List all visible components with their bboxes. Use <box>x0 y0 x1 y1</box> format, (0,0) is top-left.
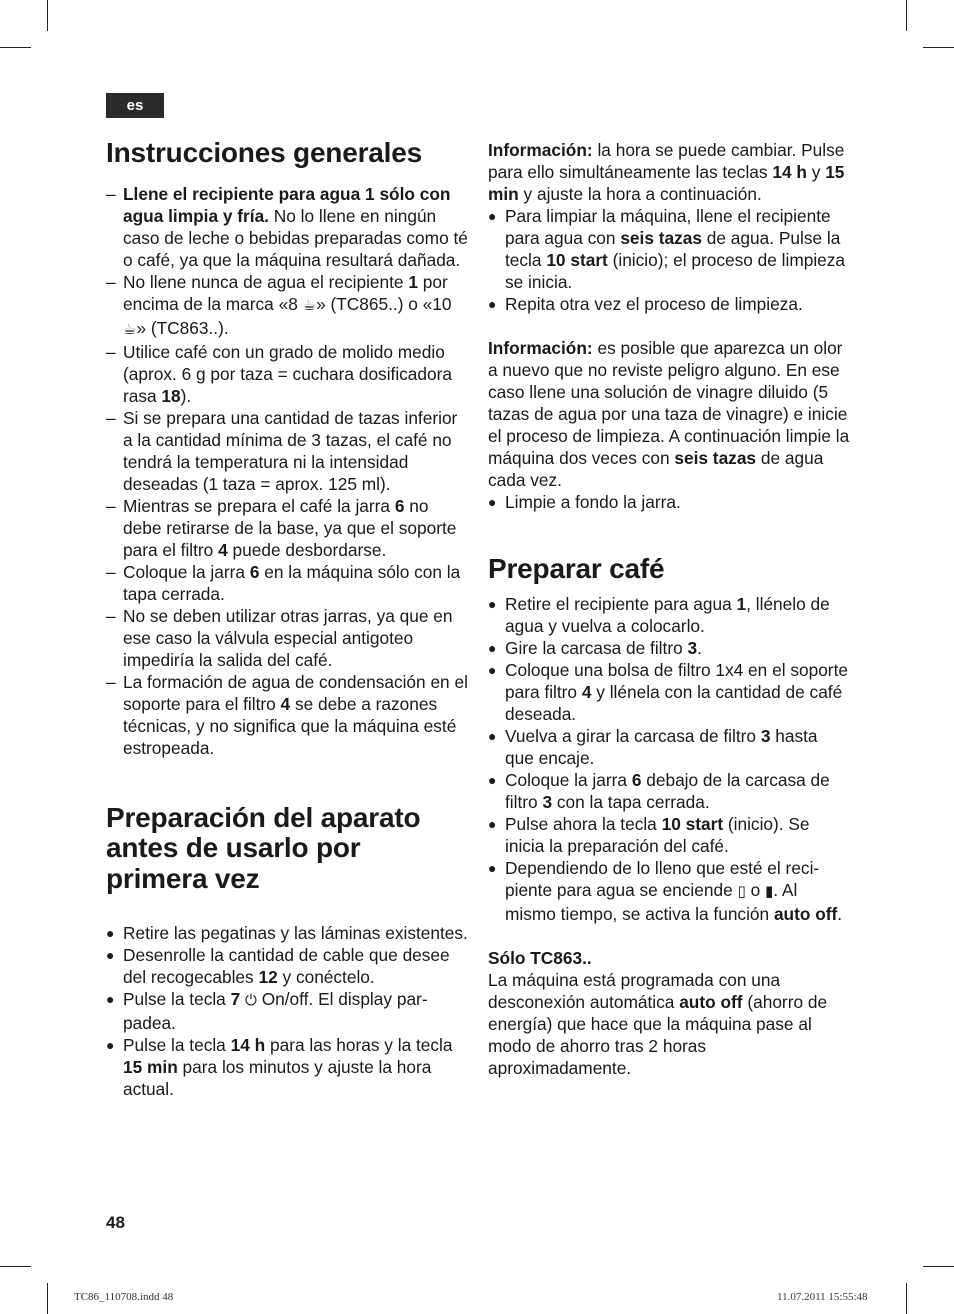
list-item: – Si se prepara una cantidad de tazas inferior a la cantidad mínima de 3 tazas, el café no tendrá la temperatura ni la intensidad deseadas (1 taza = aprox. 125 ml). <box>106 407 468 495</box>
water-level-low-icon: ▯ <box>737 882 746 900</box>
list-item: – La formación de agua de condensación en el soporte para el filtro 4 se debe a razones técnicas, y no significa que la máquina esté estropeada. <box>106 671 468 759</box>
list-item: – Llene el recipiente para agua 1 sólo con agua limpia y fría. No lo llene en ningún caso de leche o bebidas preparadas como té o café, ya que la máquina resultará dañada. <box>106 183 468 271</box>
list-item: ● Limpie a fondo la jarra. <box>488 491 850 513</box>
info-new-smell: Información: es posible que aparezca un olor a nuevo que no reviste peligro alguno. En ese caso llene una solución de vinagre diluido (5 tazas de agua por una taza de vinagre) e inicie el proceso de limpieza. A continuación limpie la máquina dos veces con seis tazas de agua cada vez. <box>488 338 850 490</box>
prepare-coffee-list <box>488 593 850 925</box>
heading-first-use: Preparación del aparato antes de usarlo por primera vez <box>106 801 421 894</box>
right-column <box>488 139 850 1079</box>
list-item: ● Repita otra vez el proceso de limpieza. <box>488 293 850 315</box>
list-item: ● Para limpiar la máquina, llene el recipiente para agua con seis tazas de agua. Pulse la tecla 10 start (inicio); el proceso de limpieza se inicia. <box>488 205 850 293</box>
power-icon: ⏻ <box>245 992 257 1009</box>
crop-mark <box>47 1283 48 1314</box>
list-item: ● Retire las pegatinas y las láminas existentes. <box>106 922 468 944</box>
page-number: 48 <box>106 1213 125 1232</box>
cup-icon: ☕ <box>302 296 317 314</box>
info-time-change: Información: la hora se puede cambiar. Pulse para ello simultáneamente las teclas 14 h y 15 min y ajuste la hora a continuación. <box>488 140 845 204</box>
list-item: ● Vuelva a girar la carcasa de filtro 3 hasta que encaje. <box>488 725 850 769</box>
list-item: ● Coloque una bolsa de filtro 1x4 en el soporte para filtro 4 y llénela con la cantidad de café deseada. <box>488 659 850 725</box>
file-slug: TC86_110708.indd 48 <box>74 1291 174 1303</box>
crop-mark <box>906 1283 907 1314</box>
tc863-text: La máquina está programada con una desconexión automática auto off (ahorro de energía) que hace que la máquina pase al modo de ahorro tras 2 horas aproximadamente. <box>488 969 828 1078</box>
crop-mark <box>923 1266 954 1267</box>
language-tab: es <box>106 93 164 118</box>
list-item: ● Gire la carcasa de filtro 3. <box>488 637 850 659</box>
list-item: ● Retire el recipiente para agua 1, llénelo de agua y vuelva a colocarlo. <box>488 593 850 637</box>
crop-mark <box>906 0 907 31</box>
crop-mark <box>923 47 954 48</box>
list-item: ● Pulse la tecla 7 ⏻ On/off. El display parpadea. <box>106 988 468 1034</box>
list-item: ● Dependiendo de lo lleno que esté el recipiente para agua se enciende ▯ o ▮. Al mismo tiempo, se activa la función auto off. <box>488 857 850 925</box>
first-use-list <box>106 922 468 1100</box>
water-level-full-icon: ▮ <box>765 882 774 900</box>
list-item: – Coloque la jarra 6 en la máquina sólo con la tapa cerrada. <box>106 561 468 605</box>
crop-mark <box>0 1266 31 1267</box>
heading-prepare-coffee: Preparar café <box>488 553 665 584</box>
list-item: – No se deben utilizar otras jarras, ya que en ese caso la válvula especial antigoteo impediría la salida del café. <box>106 605 468 671</box>
list-item: – Mientras se prepara el café la jarra 6 no debe retirarse de la base, ya que el soporte para el filtro 4 puede desbordarse. <box>106 495 468 561</box>
cup-icon: ☕ <box>123 320 137 338</box>
tc863-heading: Sólo TC863.. <box>488 947 592 968</box>
list-item: ● Pulse ahora la tecla 10 start (inicio). Se inicia la preparación del café. <box>488 813 850 857</box>
heading-general-instructions: Instrucciones generales <box>106 137 422 168</box>
list-item: ● Coloque la jarra 6 debajo de la carcasa de filtro 3 con la tapa cerrada. <box>488 769 850 813</box>
cleaning-list <box>488 205 850 315</box>
general-instructions-list <box>106 183 468 759</box>
crop-mark <box>47 0 48 31</box>
crop-mark <box>0 47 31 48</box>
date-slug: 11.07.2011 15:55:48 <box>777 1291 868 1303</box>
left-column <box>106 138 468 1100</box>
list-item: ● Pulse la tecla 14 h para las horas y la tecla 15 min para los minutos y ajuste la hora actual. <box>106 1034 468 1100</box>
list-item: – Utilice café con un grado de molido medio (aprox. 6 g por taza = cuchara dosificadora rasa 18). <box>106 341 468 407</box>
list-item: ● Desenrolle la cantidad de cable que desee del recogecables 12 y conéctelo. <box>106 944 468 988</box>
list-item: – No llene nunca de agua el recipiente 1 por encima de la marca «8 ☕» (TC865..) o «10 ☕» (TC863..). <box>106 271 468 341</box>
cleaning-final-list <box>488 491 850 513</box>
